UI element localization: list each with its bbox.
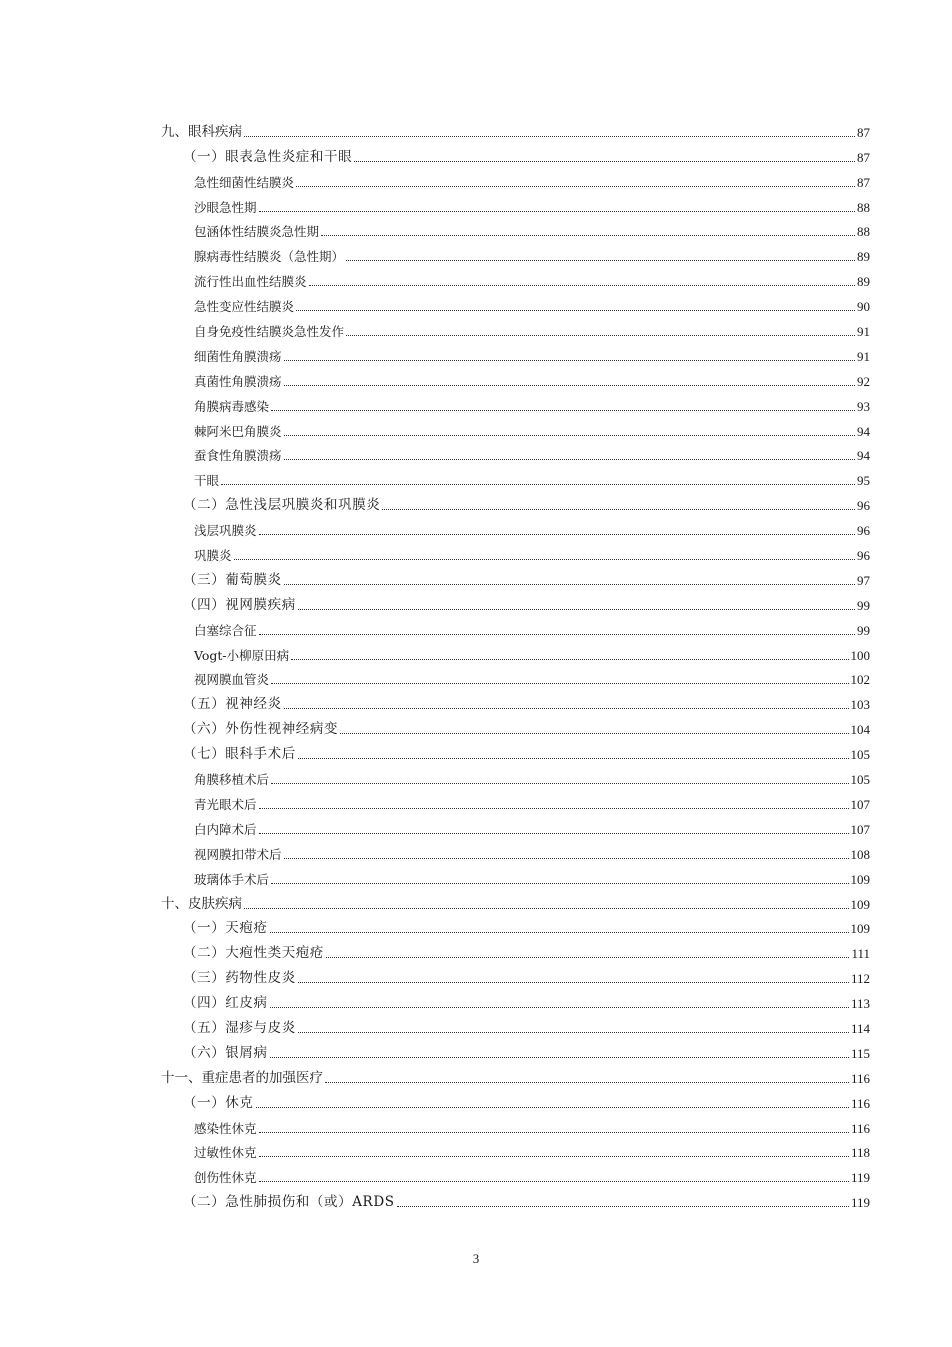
toc-entry-label: （七）眼科手术后 xyxy=(183,746,296,763)
toc-entry-level-3[interactable] xyxy=(161,190,870,215)
toc-entry-label: 玻璃体手术后 xyxy=(194,871,270,887)
dot-leader xyxy=(298,982,849,983)
toc-entry-page-number: 91 xyxy=(857,324,870,340)
toc-entry-label: （三）葡萄膜炎 xyxy=(183,571,282,588)
toc-entry-level-3[interactable] xyxy=(161,638,870,663)
dot-leader xyxy=(284,584,855,585)
toc-entry-label: （六）银屑病 xyxy=(183,1044,268,1061)
toc-entry-label: 巩膜炎 xyxy=(194,548,232,564)
toc-entry-level-3[interactable] xyxy=(161,165,870,190)
toc-entry-label: （一）天疱疮 xyxy=(183,920,268,937)
dot-leader xyxy=(321,235,855,236)
page-number: 3 xyxy=(472,1251,480,1266)
toc-entry-label: 青光眼术后 xyxy=(194,796,257,812)
dot-leader xyxy=(244,136,855,137)
dot-leader xyxy=(256,1107,849,1108)
toc-entry-level-3[interactable] xyxy=(161,463,870,488)
toc-entry-level-3[interactable] xyxy=(161,215,870,240)
dot-leader xyxy=(340,733,848,734)
toc-entry-page-number: 105 xyxy=(850,772,870,788)
toc-entry-level-3[interactable] xyxy=(161,239,870,264)
toc-entry-level-2[interactable] xyxy=(161,140,870,165)
toc-entry-page-number: 102 xyxy=(850,672,870,688)
toc-entry-level-1[interactable] xyxy=(161,115,870,140)
toc-entry-label: （二）急性浅层巩膜炎和巩膜炎 xyxy=(183,497,381,514)
toc-entry-label: 感染性休克 xyxy=(194,1120,257,1136)
dot-leader xyxy=(284,360,855,361)
toc-entry-level-1[interactable] xyxy=(161,887,870,912)
toc-entry-label: 九、眼科疾病 xyxy=(161,123,242,140)
toc-entry-level-2[interactable] xyxy=(161,1036,870,1061)
toc-entry-page-number: 87 xyxy=(857,124,870,140)
toc-entry-label: （五）视神经炎 xyxy=(183,696,282,713)
dot-leader xyxy=(309,285,855,286)
toc-entry-page-number: 107 xyxy=(850,796,870,812)
toc-entry-level-2[interactable] xyxy=(161,1185,870,1210)
toc-entry-level-2[interactable] xyxy=(161,712,870,737)
toc-entry-level-3[interactable] xyxy=(161,613,870,638)
toc-entry-page-number: 89 xyxy=(857,274,870,290)
toc-entry-level-3[interactable] xyxy=(161,364,870,389)
toc-entry-level-3[interactable] xyxy=(161,787,870,812)
toc-entry-page-number: 116 xyxy=(850,1095,870,1111)
toc-entry-label: （一）休克 xyxy=(183,1094,254,1111)
dot-leader xyxy=(259,1181,849,1182)
dot-leader xyxy=(284,858,849,859)
toc-entry-level-2[interactable] xyxy=(161,912,870,937)
toc-entry-label: （二）急性肺损伤和（或）ARDS xyxy=(183,1194,395,1211)
toc-entry-label: 流行性出血性结膜炎 xyxy=(194,274,307,290)
toc-entry-level-2[interactable] xyxy=(161,961,870,986)
toc-entry-page-number: 109 xyxy=(850,871,870,887)
toc-entry-level-3[interactable] xyxy=(161,339,870,364)
dot-leader xyxy=(291,659,848,660)
toc-entry-level-3[interactable] xyxy=(161,439,870,464)
toc-entry-label: （二）大疱性类天疱疮 xyxy=(183,945,324,962)
toc-entry-page-number: 104 xyxy=(850,722,870,738)
dot-leader xyxy=(244,908,849,909)
toc-entry-level-3[interactable] xyxy=(161,1136,870,1161)
toc-entry-label: 白内障术后 xyxy=(194,821,257,837)
toc-entry-level-3[interactable] xyxy=(161,663,870,688)
toc-entry-page-number: 87 xyxy=(857,149,870,165)
toc-entry-label: 白塞综合征 xyxy=(194,622,257,638)
toc-entry-level-2[interactable] xyxy=(161,563,870,588)
dot-leader xyxy=(270,1057,849,1058)
dot-leader xyxy=(259,808,849,809)
toc-entry-label: 干眼 xyxy=(194,473,220,489)
dot-leader xyxy=(346,335,855,336)
dot-leader xyxy=(397,1206,849,1207)
dot-leader xyxy=(234,559,855,560)
toc-entry-label: 浅层巩膜炎 xyxy=(194,523,257,539)
toc-entry-page-number: 96 xyxy=(857,523,870,539)
toc-entry-level-2[interactable] xyxy=(161,1086,870,1111)
toc-entry-page-number: 103 xyxy=(850,697,870,713)
dot-leader xyxy=(298,1032,849,1033)
dot-leader xyxy=(271,883,848,884)
toc-entry-label: （四）红皮病 xyxy=(183,995,268,1012)
dot-leader xyxy=(382,509,855,510)
dot-leader xyxy=(259,1156,849,1157)
toc-entry-page-number: 89 xyxy=(857,249,870,265)
toc-entry-page-number: 114 xyxy=(850,1020,870,1036)
toc-entry-label: 视网膜血管炎 xyxy=(194,672,270,688)
toc-entry-level-3[interactable] xyxy=(161,862,870,887)
dot-leader xyxy=(354,161,855,162)
toc-entry-level-3[interactable] xyxy=(161,837,870,862)
toc-entry-page-number: 99 xyxy=(857,622,870,638)
toc-entry-label: 急性变应性结膜炎 xyxy=(194,299,295,315)
dot-leader xyxy=(271,683,848,684)
toc-entry-label: 角膜移植术后 xyxy=(194,772,270,788)
dot-leader xyxy=(259,534,855,535)
toc-entry-page-number: 115 xyxy=(850,1045,870,1061)
toc-entry-page-number: 96 xyxy=(857,498,870,514)
toc-entry-label: 腺病毒性结膜炎（急性期） xyxy=(194,249,345,265)
toc-entry-label: 蚕食性角膜溃疡 xyxy=(194,448,282,464)
toc-entry-page-number: 97 xyxy=(857,572,870,588)
toc-entry-page-number: 113 xyxy=(850,996,870,1012)
toc-entry-label: Vogt-小柳原田病 xyxy=(194,647,290,663)
dot-leader xyxy=(284,708,849,709)
dot-leader xyxy=(326,957,849,958)
toc-entry-level-2[interactable] xyxy=(161,936,870,961)
toc-entry-level-2[interactable] xyxy=(161,737,870,762)
dot-leader xyxy=(271,410,855,411)
toc-entry-label: （一）眼表急性炎症和干眼 xyxy=(183,148,353,165)
toc-entry-label: 角膜病毒感染 xyxy=(194,398,270,414)
dot-leader xyxy=(271,783,848,784)
dot-leader xyxy=(221,484,855,485)
toc-entry-level-3[interactable] xyxy=(161,538,870,563)
toc-entry-label: 急性细菌性结膜炎 xyxy=(194,174,295,190)
toc-entry-level-3[interactable] xyxy=(161,1111,870,1136)
dot-leader xyxy=(259,1132,849,1133)
toc-entry-page-number: 116 xyxy=(850,1120,870,1136)
toc-entry-level-1[interactable] xyxy=(161,1061,870,1086)
toc-entry-label: 沙眼急性期 xyxy=(194,199,257,215)
dot-leader xyxy=(259,634,855,635)
toc-entry-level-3[interactable] xyxy=(161,314,870,339)
toc-entry-page-number: 108 xyxy=(850,846,870,862)
toc-entry-page-number: 94 xyxy=(857,448,870,464)
toc-entry-page-number: 107 xyxy=(850,821,870,837)
toc-entry-level-3[interactable] xyxy=(161,812,870,837)
dot-leader xyxy=(270,932,849,933)
table-of-contents xyxy=(161,115,870,1210)
toc-entry-level-3[interactable] xyxy=(161,389,870,414)
toc-entry-level-3[interactable] xyxy=(161,414,870,439)
toc-entry-page-number: 88 xyxy=(857,224,870,240)
toc-entry-page-number: 87 xyxy=(857,174,870,190)
toc-entry-level-3[interactable] xyxy=(161,289,870,314)
toc-entry-page-number: 119 xyxy=(850,1170,870,1186)
toc-entry-label: （三）药物性皮炎 xyxy=(183,970,296,987)
toc-entry-label: （五）湿疹与皮炎 xyxy=(183,1019,296,1036)
toc-entry-page-number: 95 xyxy=(857,473,870,489)
dot-leader xyxy=(296,186,855,187)
toc-entry-level-3[interactable] xyxy=(161,264,870,289)
dot-leader xyxy=(270,1007,849,1008)
toc-entry-level-2[interactable] xyxy=(161,687,870,712)
toc-entry-level-2[interactable] xyxy=(161,588,870,613)
dot-leader xyxy=(298,758,849,759)
toc-entry-level-3[interactable] xyxy=(161,513,870,538)
toc-entry-page-number: 116 xyxy=(850,1070,870,1086)
toc-entry-page-number: 119 xyxy=(850,1195,870,1211)
toc-entry-label: （四）视网膜疾病 xyxy=(183,596,296,613)
toc-entry-level-2[interactable] xyxy=(161,1011,870,1036)
toc-entry-label: 创伤性休克 xyxy=(194,1170,257,1186)
dot-leader xyxy=(284,435,855,436)
dot-leader xyxy=(284,385,855,386)
dot-leader xyxy=(296,310,855,311)
toc-entry-level-3[interactable] xyxy=(161,1160,870,1185)
toc-entry-page-number: 94 xyxy=(857,423,870,439)
toc-entry-page-number: 109 xyxy=(850,921,870,937)
toc-entry-level-2[interactable] xyxy=(161,986,870,1011)
dot-leader xyxy=(346,260,855,261)
toc-entry-page-number: 88 xyxy=(857,199,870,215)
toc-entry-label: 十一、重症患者的加强医疗 xyxy=(161,1069,323,1086)
toc-entry-level-2[interactable] xyxy=(161,488,870,513)
toc-entry-label: 十、皮肤疾病 xyxy=(161,895,242,912)
toc-entry-label: （六）外伤性视神经病变 xyxy=(183,721,339,738)
toc-entry-label: 视网膜扣带术后 xyxy=(194,846,282,862)
toc-entry-page-number: 105 xyxy=(850,747,870,763)
toc-entry-label: 棘阿米巴角膜炎 xyxy=(194,423,282,439)
toc-entry-level-3[interactable] xyxy=(161,762,870,787)
toc-entry-page-number: 111 xyxy=(851,946,870,962)
toc-entry-page-number: 112 xyxy=(850,971,870,987)
dot-leader xyxy=(298,609,855,610)
toc-entry-label: 包涵体性结膜炎急性期 xyxy=(194,224,320,240)
toc-entry-page-number: 118 xyxy=(850,1145,870,1161)
toc-entry-page-number: 91 xyxy=(857,348,870,364)
toc-entry-page-number: 90 xyxy=(857,299,870,315)
toc-entry-label: 真菌性角膜溃疡 xyxy=(194,373,282,389)
toc-entry-label: 细菌性角膜溃疡 xyxy=(194,348,282,364)
dot-leader xyxy=(259,833,849,834)
toc-entry-page-number: 109 xyxy=(850,896,870,912)
toc-entry-label: 自身免疫性结膜炎急性发作 xyxy=(194,324,345,340)
toc-entry-page-number: 99 xyxy=(857,597,870,613)
toc-entry-page-number: 92 xyxy=(857,373,870,389)
dot-leader xyxy=(259,211,855,212)
toc-entry-page-number: 100 xyxy=(850,647,870,663)
toc-entry-label: 过敏性休克 xyxy=(194,1145,257,1161)
toc-entry-page-number: 96 xyxy=(857,548,870,564)
dot-leader xyxy=(325,1082,849,1083)
dot-leader xyxy=(284,459,855,460)
toc-entry-page-number: 93 xyxy=(857,398,870,414)
